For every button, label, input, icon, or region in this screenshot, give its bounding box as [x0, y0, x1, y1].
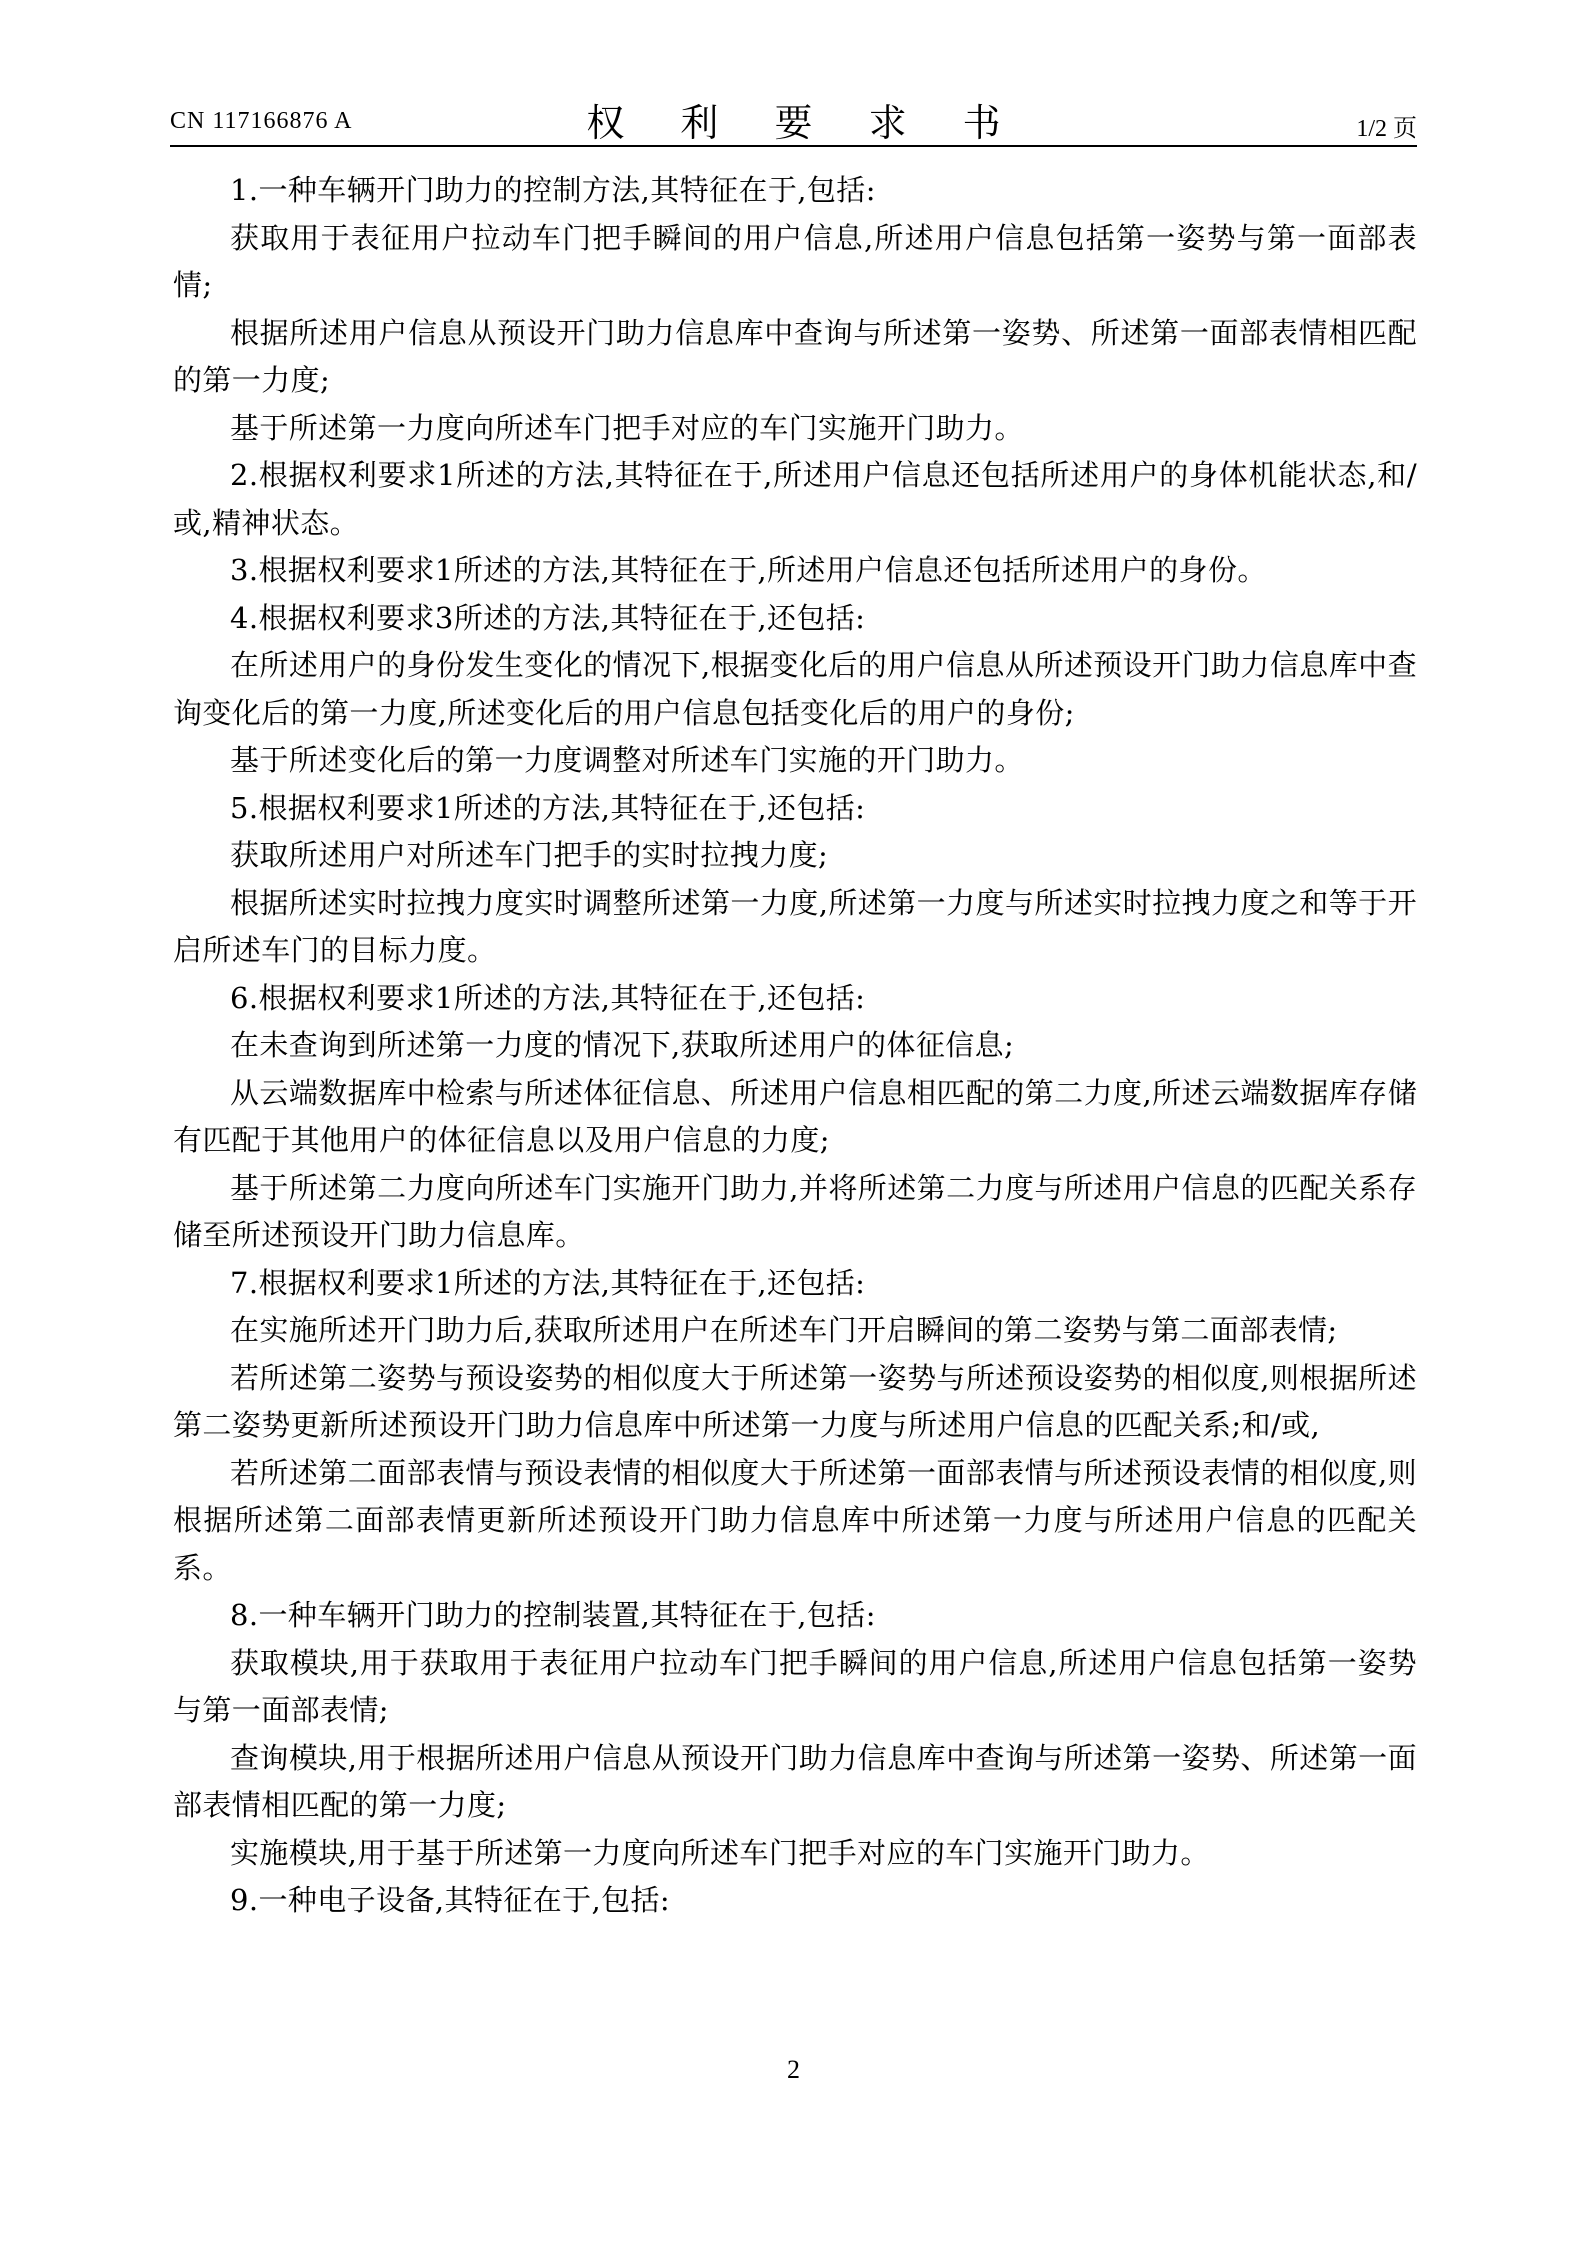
claim-paragraph: 从云端数据库中检索与所述体征信息、所述用户信息相匹配的第二力度,所述云端数据库存储有匹配于其他用户的体征信息以及用户信息的力度; [173, 1075, 1417, 1157]
claim-paragraph: 在实施所述开门助力后,获取所述用户在所述车门开启瞬间的第二姿势与第二面部表情; [230, 1313, 1338, 1347]
claims-body [173, 167, 1417, 1925]
claim-paragraph: 若所述第二面部表情与预设表情的相似度大于所述第一面部表情与所述预设表情的相似度,则根据所述第二面部表情更新所述预设开门助力信息库中所述第一力度与所述用户信息的匹配关系。 [173, 1455, 1417, 1585]
claim-paragraph: 在未查询到所述第一力度的情况下,获取所述用户的体征信息; [230, 1028, 1015, 1062]
claim-paragraph: 3.根据权利要求1所述的方法,其特征在于,所述用户信息还包括所述用户的身份。 [230, 553, 1267, 587]
header-divider [170, 145, 1417, 147]
claim-paragraph: 在所述用户的身份发生变化的情况下,根据变化后的用户信息从所述预设开门助力信息库中查询变化后的第一力度,所述变化后的用户信息包括变化后的用户的身份; [173, 648, 1417, 730]
page-header [170, 92, 1417, 145]
page-indicator: 1/2 页 [1356, 116, 1417, 142]
claim-paragraph: 基于所述第二力度向所述车门实施开门助力,并将所述第二力度与所述用户信息的匹配关系存储至所述预设开门助力信息库。 [173, 1170, 1417, 1252]
publication-number: CN 117166876 A [170, 108, 353, 134]
claim-paragraph: 2.根据权利要求1所述的方法,其特征在于,所述用户信息还包括所述用户的身体机能状态,和/或,精神状态。 [173, 458, 1417, 540]
document-title: 权 利 要 求 书 [586, 101, 1023, 145]
claim-paragraph: 基于所述变化后的第一力度调整对所述车门实施的开门助力。 [230, 743, 1024, 777]
claim-paragraph: 实施模块,用于基于所述第一力度向所述车门把手对应的车门实施开门助力。 [230, 1835, 1210, 1870]
claim-paragraph: 7.根据权利要求1所述的方法,其特征在于,还包括: [230, 1265, 866, 1300]
claim-paragraph: 根据所述用户信息从预设开门助力信息库中查询与所述第一姿势、所述第一面部表情相匹配的第一力度; [173, 315, 1417, 397]
claim-paragraph: 查询模块,用于根据所述用户信息从预设开门助力信息库中查询与所述第一姿势、所述第一面部表情相匹配的第一力度; [173, 1740, 1417, 1822]
claim-paragraph: 5.根据权利要求1所述的方法,其特征在于,还包括: [230, 790, 866, 825]
claim-paragraph: 获取所述用户对所述车门把手的实时拉拽力度; [230, 838, 829, 872]
claim-paragraph: 6.根据权利要求1所述的方法,其特征在于,还包括: [230, 980, 866, 1015]
claim-paragraph: 根据所述实时拉拽力度实时调整所述第一力度,所述第一力度与所述实时拉拽力度之和等于开启所述车门的目标力度。 [173, 885, 1417, 967]
claim-paragraph: 获取模块,用于获取用于表征用户拉动车门把手瞬间的用户信息,所述用户信息包括第一姿势与第一面部表情; [173, 1645, 1417, 1727]
claim-paragraph: 基于所述第一力度向所述车门把手对应的车门实施开门助力。 [230, 410, 1024, 445]
page-number: 2 [787, 2055, 800, 2084]
claim-paragraph: 4.根据权利要求3所述的方法,其特征在于,还包括: [230, 600, 866, 635]
claim-paragraph: 获取用于表征用户拉动车门把手瞬间的用户信息,所述用户信息包括第一姿势与第一面部表情; [173, 220, 1417, 302]
claim-paragraph: 若所述第二姿势与预设姿势的相似度大于所述第一姿势与所述预设姿势的相似度,则根据所述第二姿势更新所述预设开门助力信息库中所述第一力度与所述用户信息的匹配关系;和/或, [173, 1360, 1417, 1442]
claim-paragraph: 1.一种车辆开门助力的控制方法,其特征在于,包括: [230, 173, 876, 207]
claim-paragraph: 9.一种电子设备,其特征在于,包括: [230, 1883, 671, 1917]
claim-paragraph: 8.一种车辆开门助力的控制装置,其特征在于,包括: [230, 1598, 876, 1632]
